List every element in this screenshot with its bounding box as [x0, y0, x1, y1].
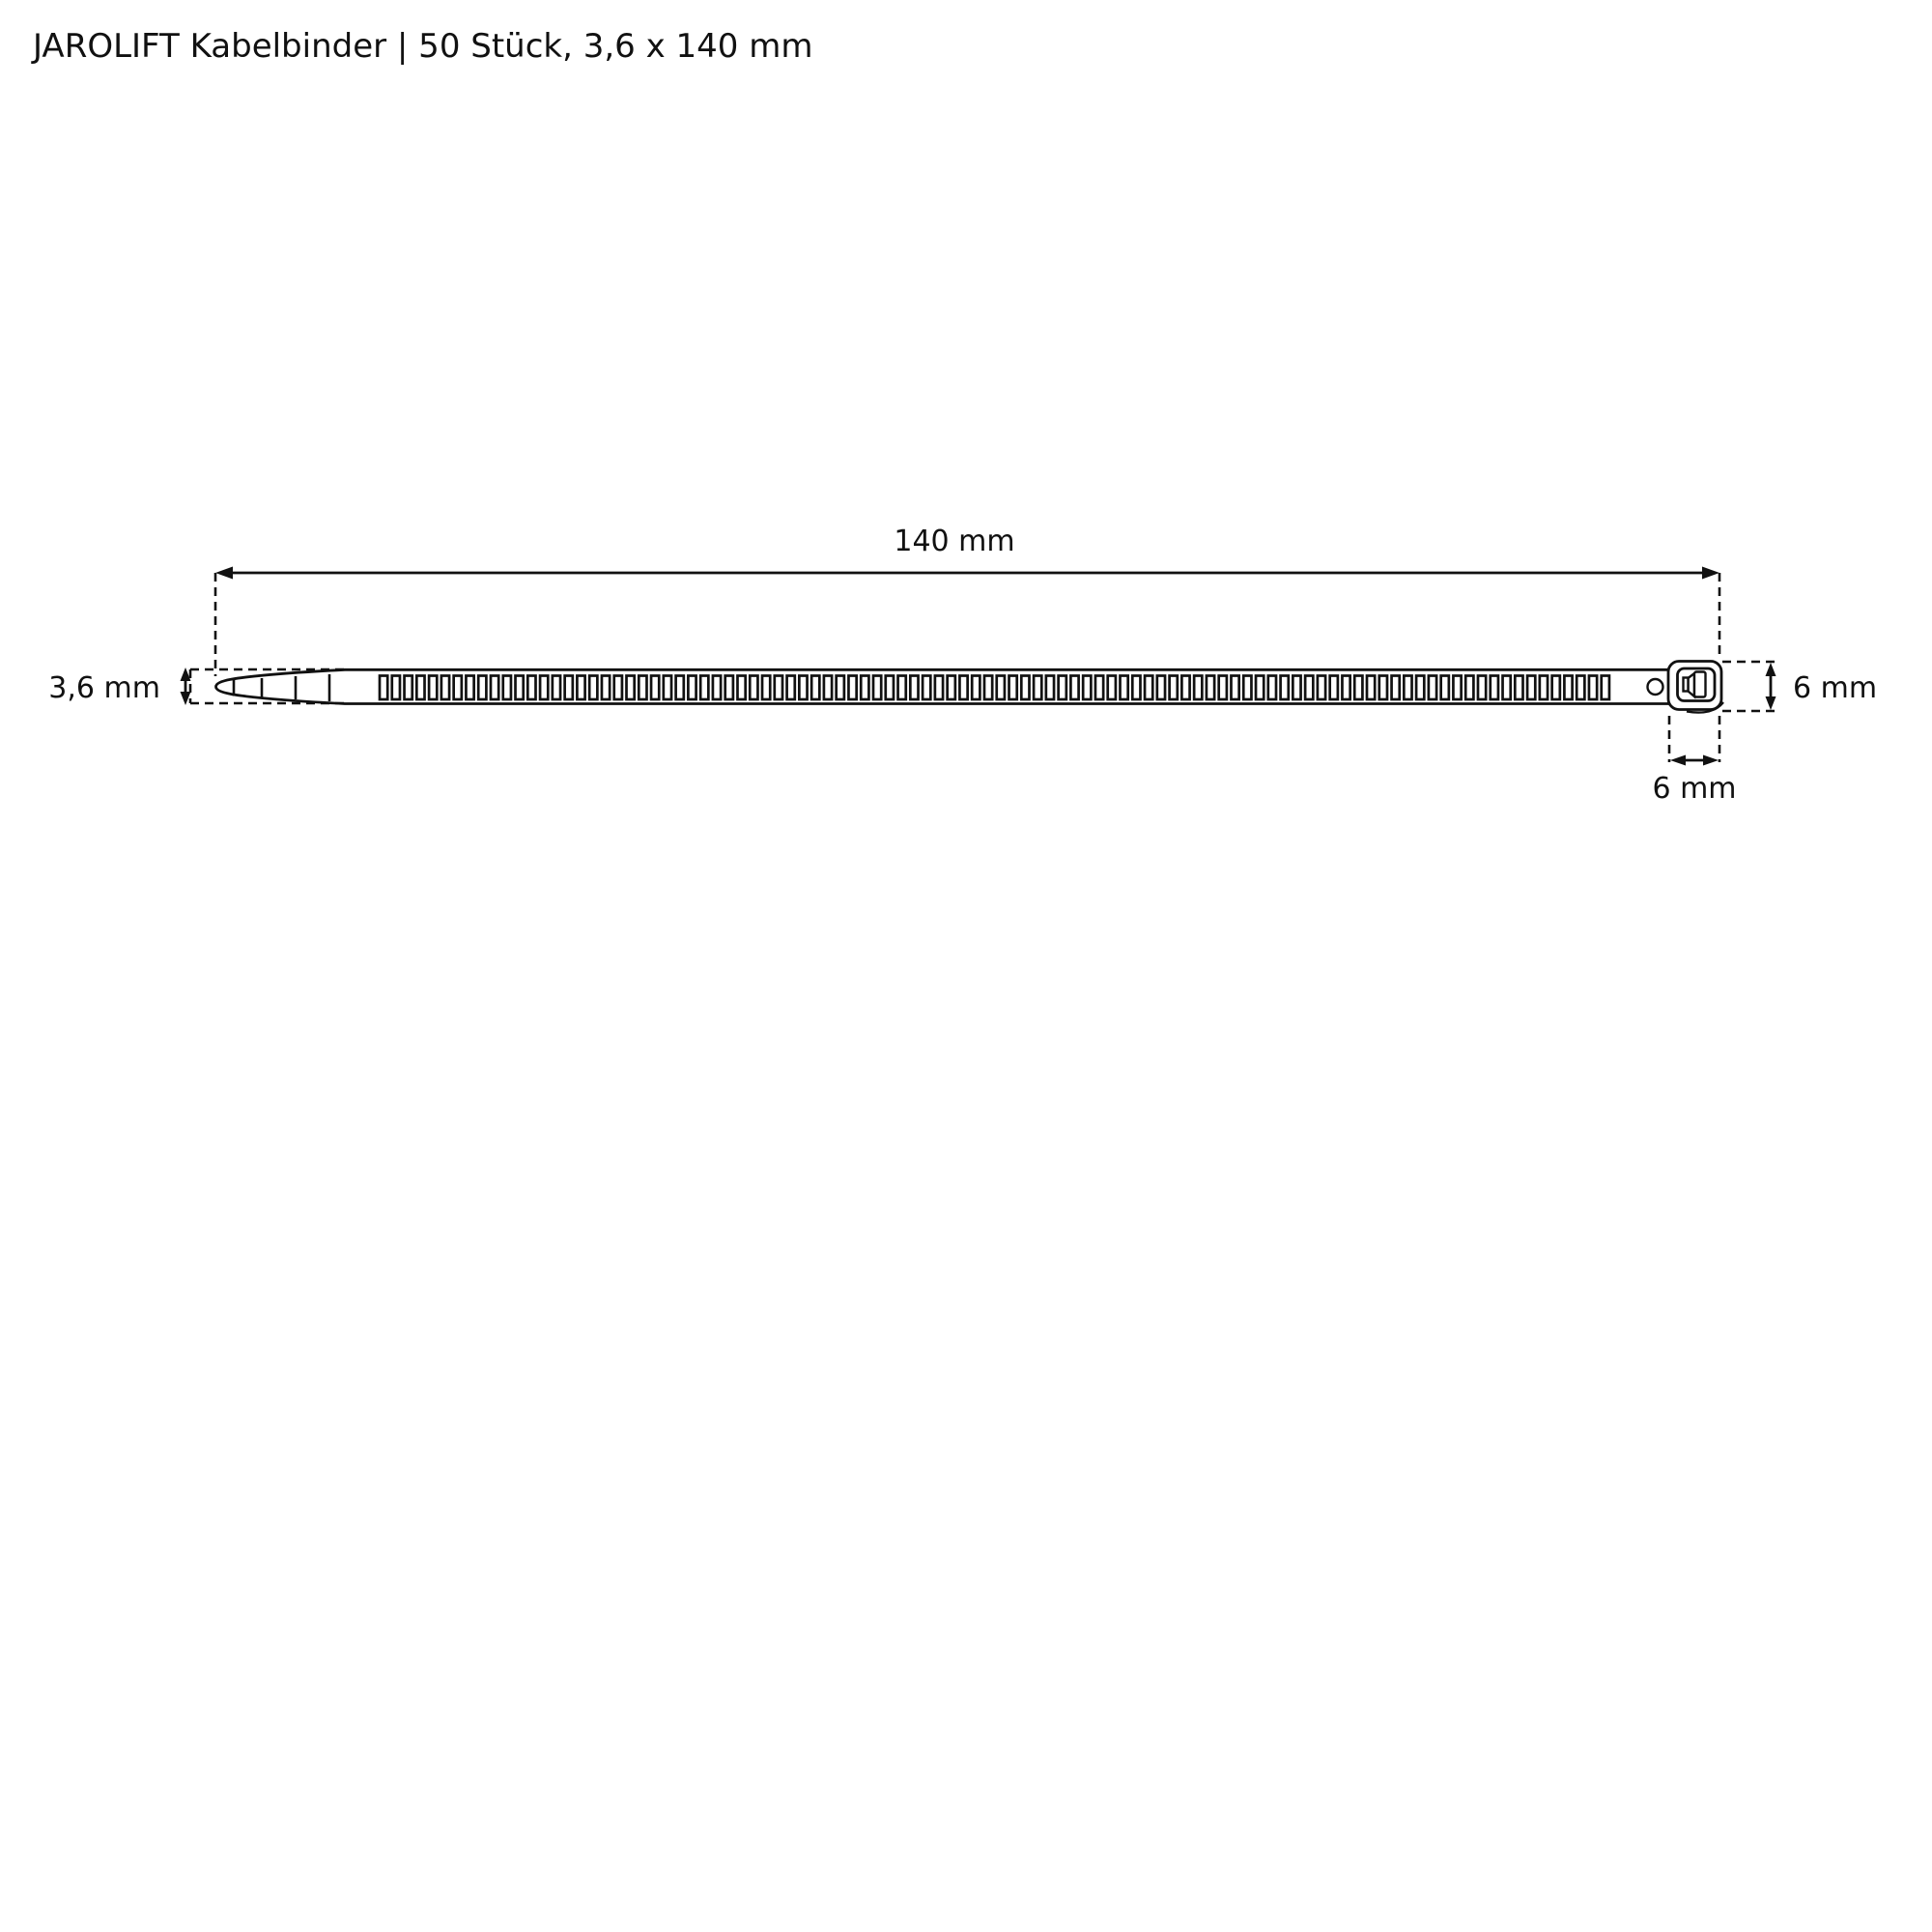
strap-tooth — [1564, 676, 1572, 700]
strap-tooth — [1181, 676, 1189, 700]
strap-tooth — [1367, 676, 1375, 700]
strap-tooth — [1527, 676, 1535, 700]
strap-tooth — [837, 676, 844, 700]
strap-tooth — [1256, 676, 1264, 700]
dim-head-height-label: 6 mm — [1793, 671, 1878, 705]
dimension-head-width — [1652, 716, 1736, 806]
strap-tooth — [1503, 676, 1511, 700]
strap-tooth — [1009, 676, 1017, 700]
strap-tooth — [553, 676, 560, 700]
dimension-head-height — [1722, 662, 1877, 711]
strap-tooth — [429, 676, 437, 700]
strap-tooth — [627, 676, 635, 700]
strap-tooth — [380, 676, 387, 700]
strap-tooth — [750, 676, 757, 700]
strap-tooth — [1589, 676, 1597, 700]
strap-tooth — [540, 676, 548, 700]
strap-tooth — [1170, 676, 1178, 700]
strap-tooth — [713, 676, 721, 700]
strap-tooth — [1070, 676, 1078, 700]
strap-tooth — [1132, 676, 1140, 700]
strap-tooth — [1281, 676, 1289, 700]
strap-tooth — [565, 676, 573, 700]
strap-tooth — [1392, 676, 1400, 700]
strap-tooth — [614, 676, 622, 700]
strap-tooth — [405, 676, 412, 700]
arrow-right-icon — [1703, 755, 1719, 766]
strap-tooth — [886, 676, 894, 700]
strap-tooth — [1330, 676, 1338, 700]
strap-tooth — [503, 676, 511, 700]
strap-tooth — [664, 676, 671, 700]
strap-tooth — [491, 676, 498, 700]
strap-tooth — [1491, 676, 1498, 700]
strap-tooth — [441, 676, 449, 700]
arrow-right-icon — [1702, 567, 1719, 580]
head-pawl-flange — [1694, 672, 1706, 697]
strap-tooth — [1465, 676, 1473, 700]
page-title: JAROLIFT Kabelbinder | 50 Stück, 3,6 x 140 mm — [33, 27, 813, 66]
strap-tooth — [602, 676, 610, 700]
strap-tooth — [1515, 676, 1522, 700]
strap-tooth — [935, 676, 943, 700]
arrow-down-icon — [1766, 696, 1776, 710]
strap-tooth — [1046, 676, 1054, 700]
strap-tooth — [1478, 676, 1486, 700]
strap-tooth — [478, 676, 486, 700]
strap-tooth — [1429, 676, 1436, 700]
strap-tooth — [1034, 676, 1041, 700]
strap-hole — [1648, 679, 1663, 695]
strap-tooth — [676, 676, 684, 700]
strap-tooth — [910, 676, 918, 700]
strap-tooth — [923, 676, 930, 700]
strap-tooth — [1059, 676, 1066, 700]
arrow-left-icon — [1670, 755, 1686, 766]
strap-tooth — [737, 676, 745, 700]
strap-tooth — [1577, 676, 1584, 700]
strap-tooth — [997, 676, 1005, 700]
strap-tooth — [787, 676, 795, 700]
strap-tooth — [775, 676, 782, 700]
tie-head — [1668, 662, 1723, 713]
strap-tooth — [984, 676, 992, 700]
strap-tooth — [1207, 676, 1214, 700]
arrow-up-icon — [1766, 663, 1776, 676]
strap-tooth — [700, 676, 708, 700]
strap-tooth — [1318, 676, 1325, 700]
dim-head-width-label: 6 mm — [1652, 772, 1737, 806]
strap-tooth — [1083, 676, 1091, 700]
strap-tooth — [898, 676, 906, 700]
strap-tooth — [392, 676, 400, 700]
strap-tooth — [416, 676, 424, 700]
strap-tooth — [1305, 676, 1313, 700]
strap-tooth — [1552, 676, 1560, 700]
strap-tooth — [1121, 676, 1128, 700]
strap-tooth — [651, 676, 659, 700]
strap-tooth — [811, 676, 819, 700]
strap-tooth — [1342, 676, 1350, 700]
strap-tooth — [1416, 676, 1424, 700]
strap-tooth — [948, 676, 955, 700]
head-pawl-bar — [1684, 678, 1689, 692]
strap-tooth — [972, 676, 980, 700]
strap-tooth — [1453, 676, 1461, 700]
strap-tooth — [688, 676, 696, 700]
strap-tooth — [466, 676, 473, 700]
strap-tooth — [861, 676, 868, 700]
strap-tooth — [824, 676, 832, 700]
dimension-length — [215, 525, 1719, 676]
strap-tooth — [1602, 676, 1609, 700]
strap-tooth — [516, 676, 524, 700]
strap-tooth — [589, 676, 597, 700]
strap-tooth — [454, 676, 462, 700]
dim-width-label: 3,6 mm — [48, 671, 160, 705]
strap-tooth — [725, 676, 733, 700]
strap-tooth — [1231, 676, 1238, 700]
strap-tooth — [1219, 676, 1227, 700]
strap-tooth — [639, 676, 646, 700]
cable-tie — [216, 662, 1724, 713]
strap-tooth — [1268, 676, 1276, 700]
strap-tooth — [1157, 676, 1165, 700]
strap-tooth — [1145, 676, 1152, 700]
strap-tooth — [1441, 676, 1449, 700]
strap-tooth — [1243, 676, 1251, 700]
strap-tooth — [1354, 676, 1362, 700]
strap-tooth — [959, 676, 967, 700]
strap-tooth — [1293, 676, 1300, 700]
strap-tooth — [1379, 676, 1387, 700]
strap-tooth — [577, 676, 584, 700]
strap-tooth — [1404, 676, 1411, 700]
strap-tooth — [1108, 676, 1116, 700]
strap-tooth — [848, 676, 856, 700]
strap-tooth — [1540, 676, 1548, 700]
dim-length-label: 140 mm — [894, 525, 1015, 558]
arrow-left-icon — [215, 567, 233, 580]
strap-tooth — [873, 676, 881, 700]
strap-tooth — [799, 676, 807, 700]
strap-tooth — [1194, 676, 1202, 700]
strap-tooth — [1021, 676, 1029, 700]
strap-tooth — [527, 676, 535, 700]
strap-tooth — [1095, 676, 1103, 700]
strap-tooth — [762, 676, 770, 700]
